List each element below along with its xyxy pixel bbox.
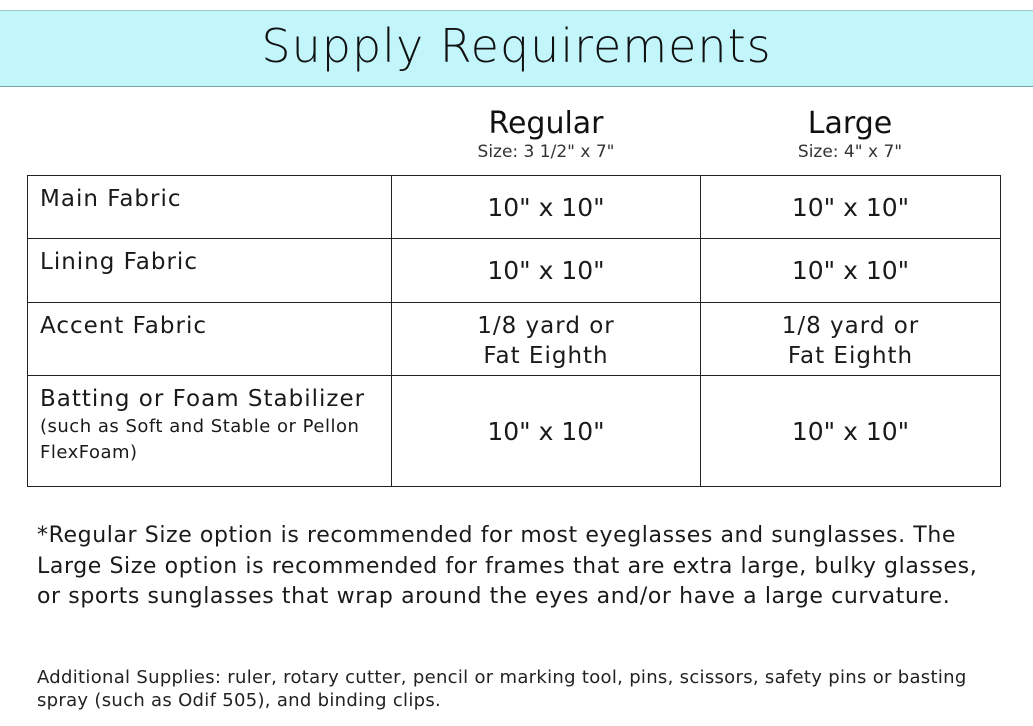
row-item-cell [28, 239, 392, 303]
row-item-cell [28, 176, 392, 239]
regular-value-cell [392, 303, 701, 376]
row-item-sublabel: (such as Soft and Stable or Pellon FlexFoam) [40, 416, 360, 463]
row-item-label: Batting or Foam Stabilizer [40, 386, 366, 412]
supply-table [27, 175, 1001, 487]
regular-value: 10" x 10" [487, 416, 605, 446]
column-name-large: Large [807, 106, 893, 141]
additional-supplies-note: Additional Supplies: ruler, rotary cutter, pencil or marking tool, pins, scissors, safety pins or basting spray (such as Odif 505), and binding clips. [37, 667, 967, 711]
large-value-cell [701, 376, 1001, 487]
page-title: Supply Requirements [261, 19, 772, 73]
large-value: 10" x 10" [791, 416, 910, 446]
large-value: 10" x 10" [791, 192, 910, 222]
large-value: 10" x 10" [791, 256, 910, 285]
size-recommendation-note: *Regular Size option is recommended for most eyeglasses and sunglasses. The Large Size option is recommended for frames that are extra large, bulky glasses, or sports sunglasses that wrap around the eyes and/or have a large curvature. [37, 523, 978, 609]
table-row [28, 176, 1001, 239]
table-row [28, 303, 1001, 376]
column-header-regular [392, 106, 700, 162]
regular-value-cell [392, 376, 701, 487]
column-header-large [700, 106, 1000, 162]
table-row [28, 239, 1001, 303]
row-item-label: Lining Fabric [40, 249, 198, 275]
title-banner [0, 10, 1033, 87]
large-value-cell [701, 239, 1001, 303]
large-value-line-2: Fat Eighth [787, 343, 914, 369]
regular-value-line-1: 1/8 yard or [477, 313, 615, 339]
table-row [28, 376, 1001, 487]
column-name-regular: Regular [488, 106, 604, 141]
regular-value-cell [392, 239, 701, 303]
large-value-line-1: 1/8 yard or [781, 313, 920, 339]
regular-value-line-2: Fat Eighth [483, 343, 609, 369]
large-value-cell [701, 176, 1001, 239]
row-item-cell [28, 376, 392, 487]
regular-value: 10" x 10" [487, 256, 605, 285]
row-item-label: Accent Fabric [40, 313, 207, 339]
regular-value-cell [392, 176, 701, 239]
column-size-regular: Size: 3 1/2" x 7" [477, 142, 615, 162]
row-item-cell [28, 303, 392, 376]
column-size-large: Size: 4" x 7" [797, 142, 903, 162]
large-value-cell [701, 303, 1001, 376]
row-item-label: Main Fabric [40, 186, 182, 212]
regular-value: 10" x 10" [487, 192, 605, 222]
